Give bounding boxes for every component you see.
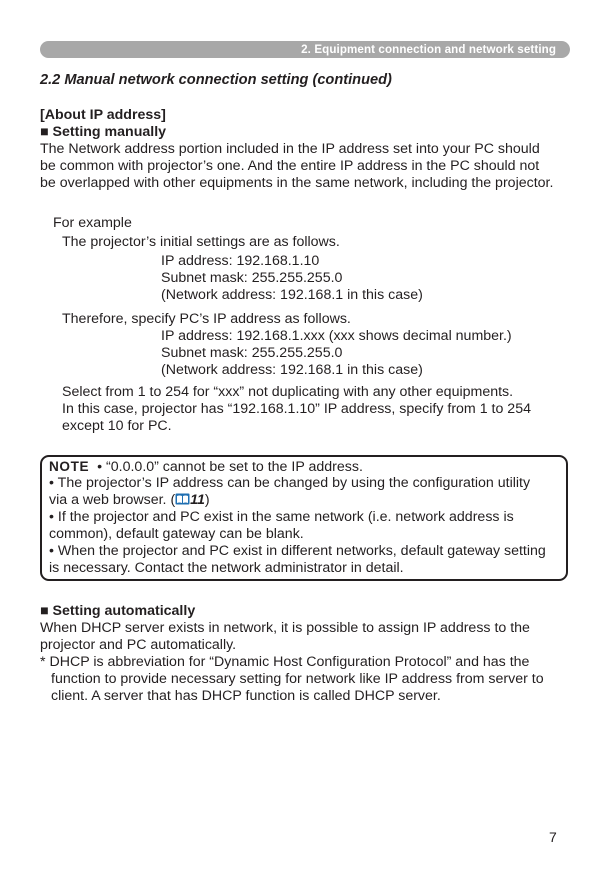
setting-automatically-heading: ■ Setting automatically: [40, 603, 196, 619]
auto-line: function to provide necessary setting for network like IP address from server to: [51, 671, 544, 687]
note-badge: NOTE: [49, 459, 90, 474]
note-line: common), default gateway can be blank.: [49, 526, 304, 542]
initial-subnet: Subnet mask: 255.255.255.0: [161, 270, 343, 286]
section-title: 2.2 Manual network connection setting (continued): [40, 72, 392, 88]
initial-network: (Network address: 192.168.1 in this case): [161, 287, 423, 303]
note-line: • The projector’s IP address can be changed by using the configuration utility: [49, 475, 531, 491]
page-reference-link[interactable]: 11: [190, 492, 205, 508]
example-label: For example: [53, 215, 132, 231]
note-text: ): [204, 492, 210, 508]
note-line: [49, 492, 210, 509]
page-number: 7: [549, 829, 557, 845]
auto-line: projector and PC automatically.: [40, 637, 237, 653]
intro-line: be overlapped with other equipments in the same network, including the projector.: [40, 175, 554, 191]
initial-ip: IP address: 192.168.1.10: [161, 253, 320, 269]
pc-subnet: Subnet mask: 255.255.255.0: [161, 345, 343, 361]
auto-line: When DHCP server exists in network, it is possible to assign IP address to the: [40, 620, 530, 636]
setting-manually-heading: ■ Setting manually: [40, 124, 167, 140]
select-line: Select from 1 to 254 for “xxx” not duplicating with any other equipments.: [62, 384, 514, 400]
auto-line: client. A server that has DHCP function is called DHCP server.: [51, 688, 441, 704]
intro-line: The Network address portion included in the IP address set into your PC should: [40, 141, 540, 157]
pc-network: (Network address: 192.168.1 in this case): [161, 362, 423, 378]
initial-settings-intro: The projector’s initial settings are as follows.: [62, 234, 340, 250]
select-line: except 10 for PC.: [62, 418, 172, 434]
note-text: via a web browser. (: [49, 492, 176, 508]
pc-settings-intro: Therefore, specify PC’s IP address as follows.: [62, 311, 351, 327]
note-line: • If the projector and PC exist in the same network (i.e. network address is: [49, 509, 514, 525]
chapter-header-bar: [40, 41, 570, 58]
about-ip-heading: [About IP address]: [40, 107, 166, 123]
note-line: [49, 458, 363, 476]
intro-line: be common with projector’s one. And the entire IP address in the PC should not: [40, 158, 540, 174]
select-line: In this case, projector has “192.168.1.10” IP address, specify from 1 to 254: [62, 401, 531, 417]
chapter-title: 2. Equipment connection and network setting: [301, 43, 556, 56]
book-icon: [175, 493, 190, 505]
pc-ip: IP address: 192.168.1.xxx (xxx shows decimal number.): [161, 328, 512, 344]
auto-line: * DHCP is abbreviation for “Dynamic Host Configuration Protocol” and has the: [40, 654, 530, 670]
note-line: • When the projector and PC exist in different networks, default gateway setting: [49, 543, 546, 559]
note-line: is necessary. Contact the network administrator in detail.: [49, 560, 404, 576]
note-text: • “0.0.0.0” cannot be set to the IP address.: [97, 459, 363, 475]
